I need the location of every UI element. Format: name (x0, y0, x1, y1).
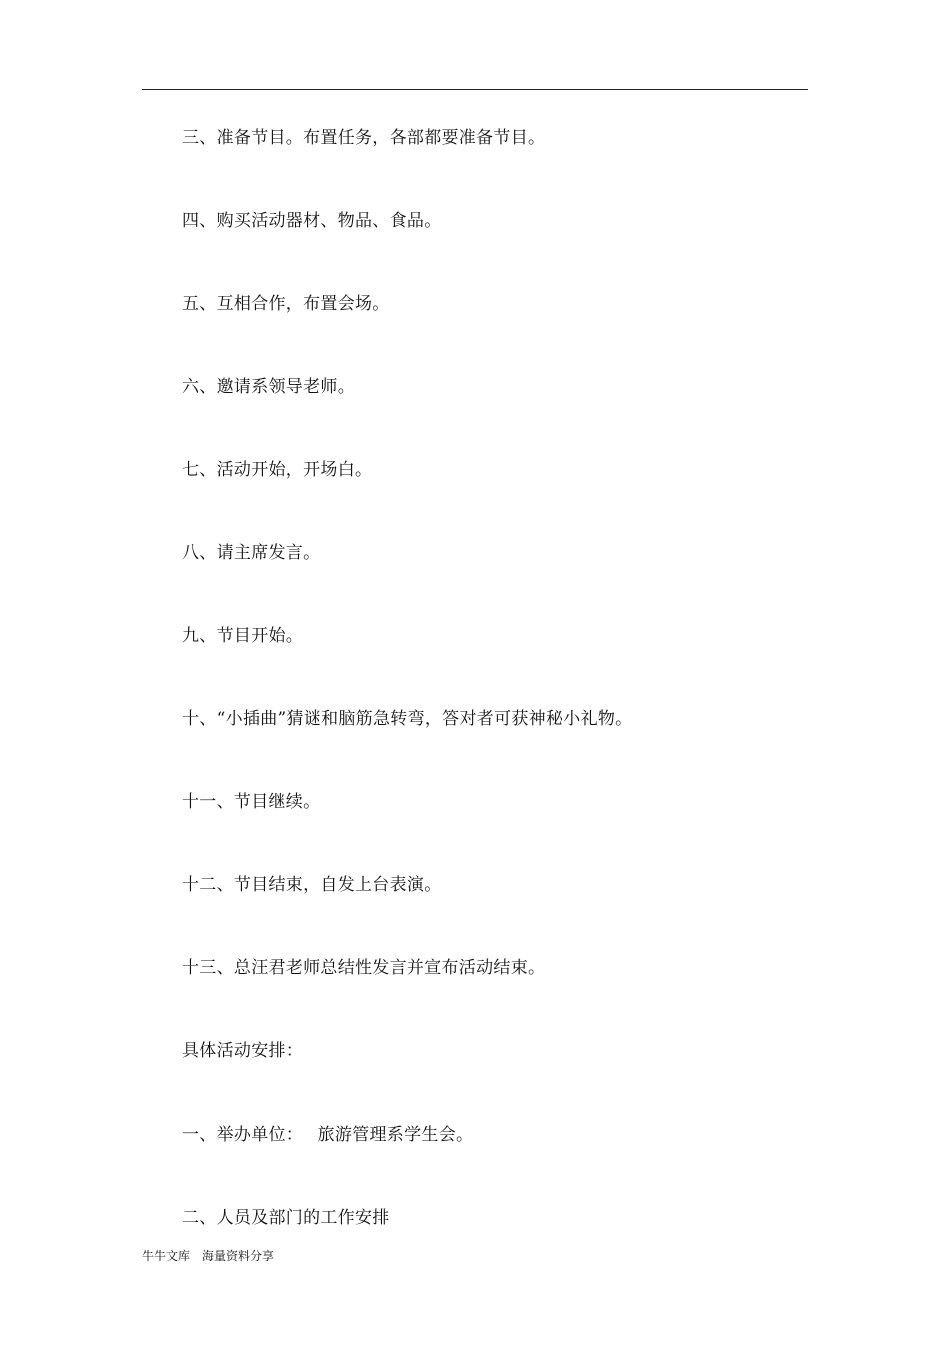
text-line: 七、活动开始，开场白。 (182, 460, 373, 480)
text-line: 十二、节目结束，自发上台表演。 (182, 875, 442, 895)
text-line: 十一、节目继续。 (182, 792, 321, 812)
page-footer: 牛牛文库 海量资料分享 (142, 1249, 275, 1263)
text-line: 三、准备节目。布置任务，各部都要准备节目。 (182, 128, 546, 148)
text-line: 九、节目开始。 (182, 626, 304, 646)
text-line: 八、请主席发言。 (182, 543, 321, 563)
text-line: 六、邀请系领导老师。 (182, 377, 355, 397)
text-line: 二、人员及部门的工作安排 (182, 1208, 390, 1228)
text-line: 十、“小插曲”猜谜和脑筋急转弯，答对者可获神秘小礼物。 (182, 709, 633, 729)
text-line: 五、互相合作，布置会场。 (182, 294, 390, 314)
section-heading: 具体活动安排： (182, 1041, 304, 1061)
header-rule (142, 89, 808, 90)
text-line: 一、举办单位： 旅游管理系学生会。 (182, 1125, 474, 1145)
text-line: 十三、总汪君老师总结性发言并宣布活动结束。 (182, 958, 546, 978)
text-line: 四、购买活动器材、物品、食品。 (182, 211, 442, 231)
